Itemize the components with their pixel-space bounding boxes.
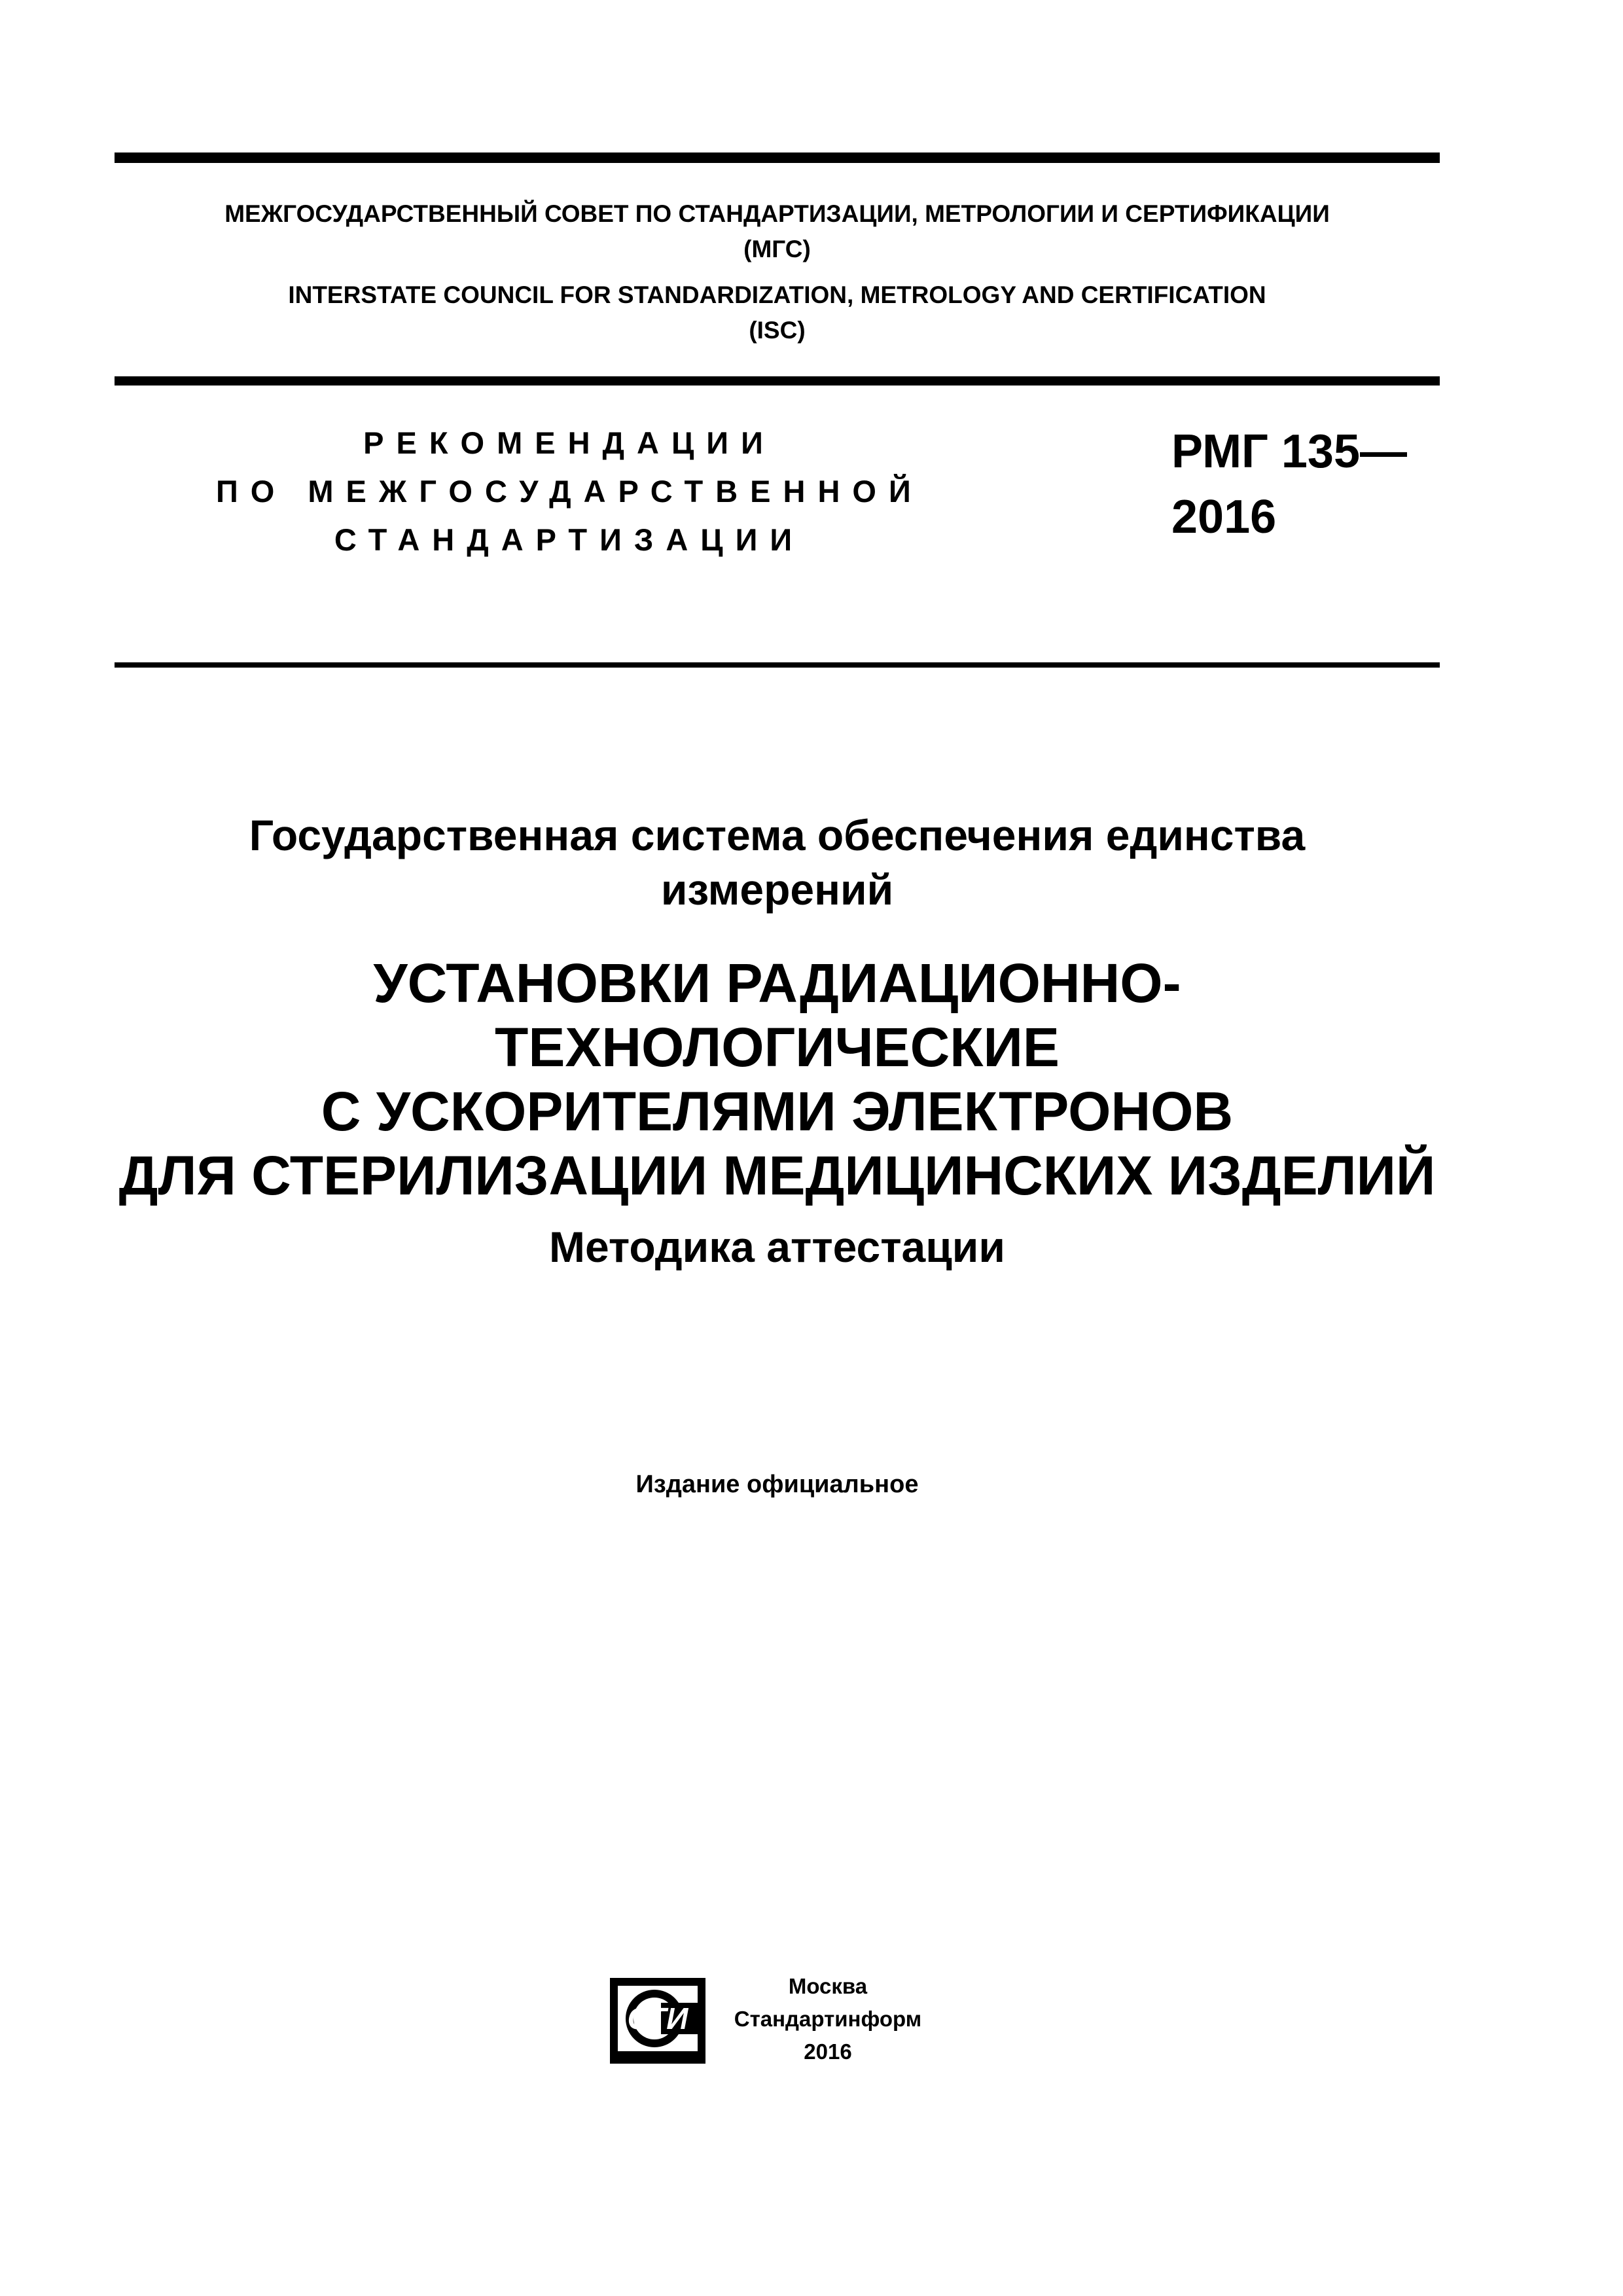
system-title-line-2: измерений (660, 865, 894, 914)
header-bottom-divider (115, 662, 1440, 668)
council-abbr-ru: (МГС) (743, 236, 811, 262)
document-title-line-2: С УСКОРИТЕЛЯМИ ЭЛЕКТРОНОВ (321, 1081, 1234, 1142)
edition-note: Издание официальное (635, 1471, 919, 1498)
system-title-line-1: Государственная система обеспечения единства (249, 811, 1306, 859)
council-divider (115, 376, 1440, 386)
standard-code: РМГ 135— (1171, 425, 1407, 478)
document-title-line-3: ДЛЯ СТЕРИЛИЗАЦИИ МЕДИЦИНСКИХ ИЗДЕЛИЙ (118, 1145, 1436, 1206)
system-title (115, 808, 1440, 917)
recommendation-heading (216, 419, 923, 564)
document-subtitle: Методика аттестации (549, 1223, 1005, 1271)
council-name-russian (115, 196, 1440, 267)
publisher-imprint (730, 1970, 926, 2068)
recommendation-line-2: ПО МЕЖГОСУДАРСТВЕННОЙ (216, 474, 923, 509)
recommendation-line-3: СТАНДАРТИЗАЦИИ (334, 522, 805, 557)
council-abbr-en: (ISC) (749, 317, 806, 344)
recommendation-line-1: РЕКОМЕНДАЦИИ (363, 425, 776, 460)
document-title (115, 951, 1440, 1208)
document-title-line-1: УСТАНОВКИ РАДИАЦИОННО-ТЕХНОЛОГИЧЕСКИЕ (373, 952, 1181, 1078)
council-name-ru-text: МЕЖГОСУДАРСТВЕННЫЙ СОВЕТ ПО СТАНДАРТИЗАЦИИ, МЕТРОЛОГИИ И СЕРТИФИКАЦИИ (224, 200, 1330, 227)
council-name-en-text: INTERSTATE COUNCIL FOR STANDARDIZATION, METROLOGY AND CERTIFICATION (288, 281, 1266, 308)
top-divider (115, 152, 1440, 163)
standard-year: 2016 (1171, 491, 1277, 543)
publisher-year: 2016 (804, 2039, 852, 2064)
standartinform-logo-icon (609, 1977, 707, 2065)
svg-text:СТИ: СТИ (627, 2001, 688, 2036)
publisher-city: Москва (788, 1974, 868, 1998)
council-name-english (115, 278, 1440, 348)
publisher-name: Стандартинформ (734, 2007, 922, 2031)
standard-designation (1171, 419, 1446, 550)
